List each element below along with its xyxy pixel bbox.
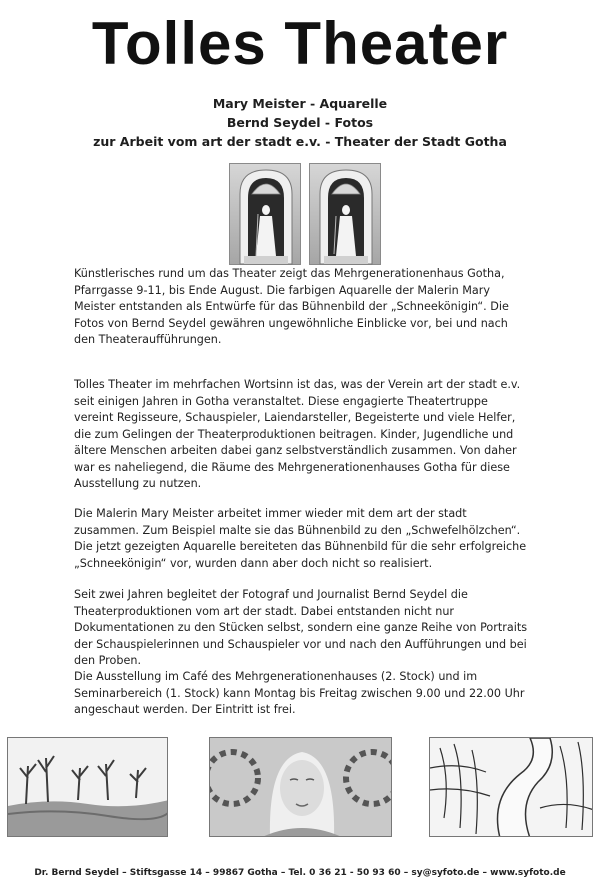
poster-title: Tolles Theater — [91, 10, 509, 77]
body-paragraph: Seit zwei Jahren begleitet der Fotograf und Journalist Bernd Seydel die Theaterproduktionen vom art der stadt. Dabei entstanden nicht nur Dokumentationen zu den Stücken selbst, sondern eine ganze Reihe von Portraits der Schauspielerinnen und Schauspieler vor und nach den Aufführungen und bei den Proben. — [74, 588, 528, 667]
body-paragraph: Die Malerin Mary Meister arbeitet immer wieder mit dem art der stadt zusammen. Zum Beispiel malte sie das Bühnenbild zu den „Schwefelhölzchen“. Die jetzt gezeigten Aquarelle bereiteten das Bühnenbild für die sehr erfolgreiche „Schneekönigin“ vor, wurden dann aber doch nicht so realisiert. — [74, 507, 527, 570]
statue-niche-photo-left — [229, 163, 301, 265]
artist-line: Mary Meister - Aquarelle — [212, 96, 388, 111]
theater-portrait-photo — [209, 737, 392, 837]
context-line: zur Arbeit vom art der stadt e.v. - Theater der Stadt Gotha — [93, 134, 507, 149]
watercolor-trees-image — [7, 737, 168, 837]
drawing-path-image — [429, 737, 593, 837]
body-paragraph: Tolles Theater im mehrfachen Wortsinn ist das, was der Verein art der stadt e.v. seit einigen Jahren in Gotha veranstaltet. Diese engagierte Theatertruppe vereint Regisseure, Schauspieler, Laiendarsteller, Begeisterte und viele Helfer, die zum Gelingen der Theaterproduktionen beitragen. Kinder, Jugendliche und ältere Menschen arbeiten dabei ganz selbstverständlich zusammen. Von daher war es naheliegend, die Räume des Mehrgenerationenhauses Gotha für diese Ausstellung zu nutzen. — [74, 378, 521, 490]
statue-niche-photo-right — [309, 163, 381, 265]
photographer-line: Bernd Seydel - Fotos — [226, 115, 374, 130]
body-paragraph: Künstlerisches rund um das Theater zeigt das Mehrgenerationenhaus Gotha, Pfarrgasse 9-11, bis Ende August. Die farbigen Aquarelle der Malerin Mary Meister entstanden als Entwürfe für das Bühnenbild der „Schneekönigin“. Die Fotos von Bernd Seydel gewähren ungewöhnliche Einblicke vor, bei und nach den Theateraufführungen. — [74, 267, 509, 346]
contact-footer: Dr. Bernd Seydel – Stiftsgasse 14 – 99867 Gotha – Tel. 0 36 21 - 50 93 60 – sy@syfoto.de – www.syfoto.de — [34, 868, 566, 878]
body-paragraph: Die Ausstellung im Café des Mehrgenerationenhauses (2. Stock) und im Seminarbereich (1. Stock) kann Montag bis Freitag zwischen 9.00 und 22.00 Uhr angeschaut werden. Der Eintritt ist frei. — [74, 670, 525, 716]
